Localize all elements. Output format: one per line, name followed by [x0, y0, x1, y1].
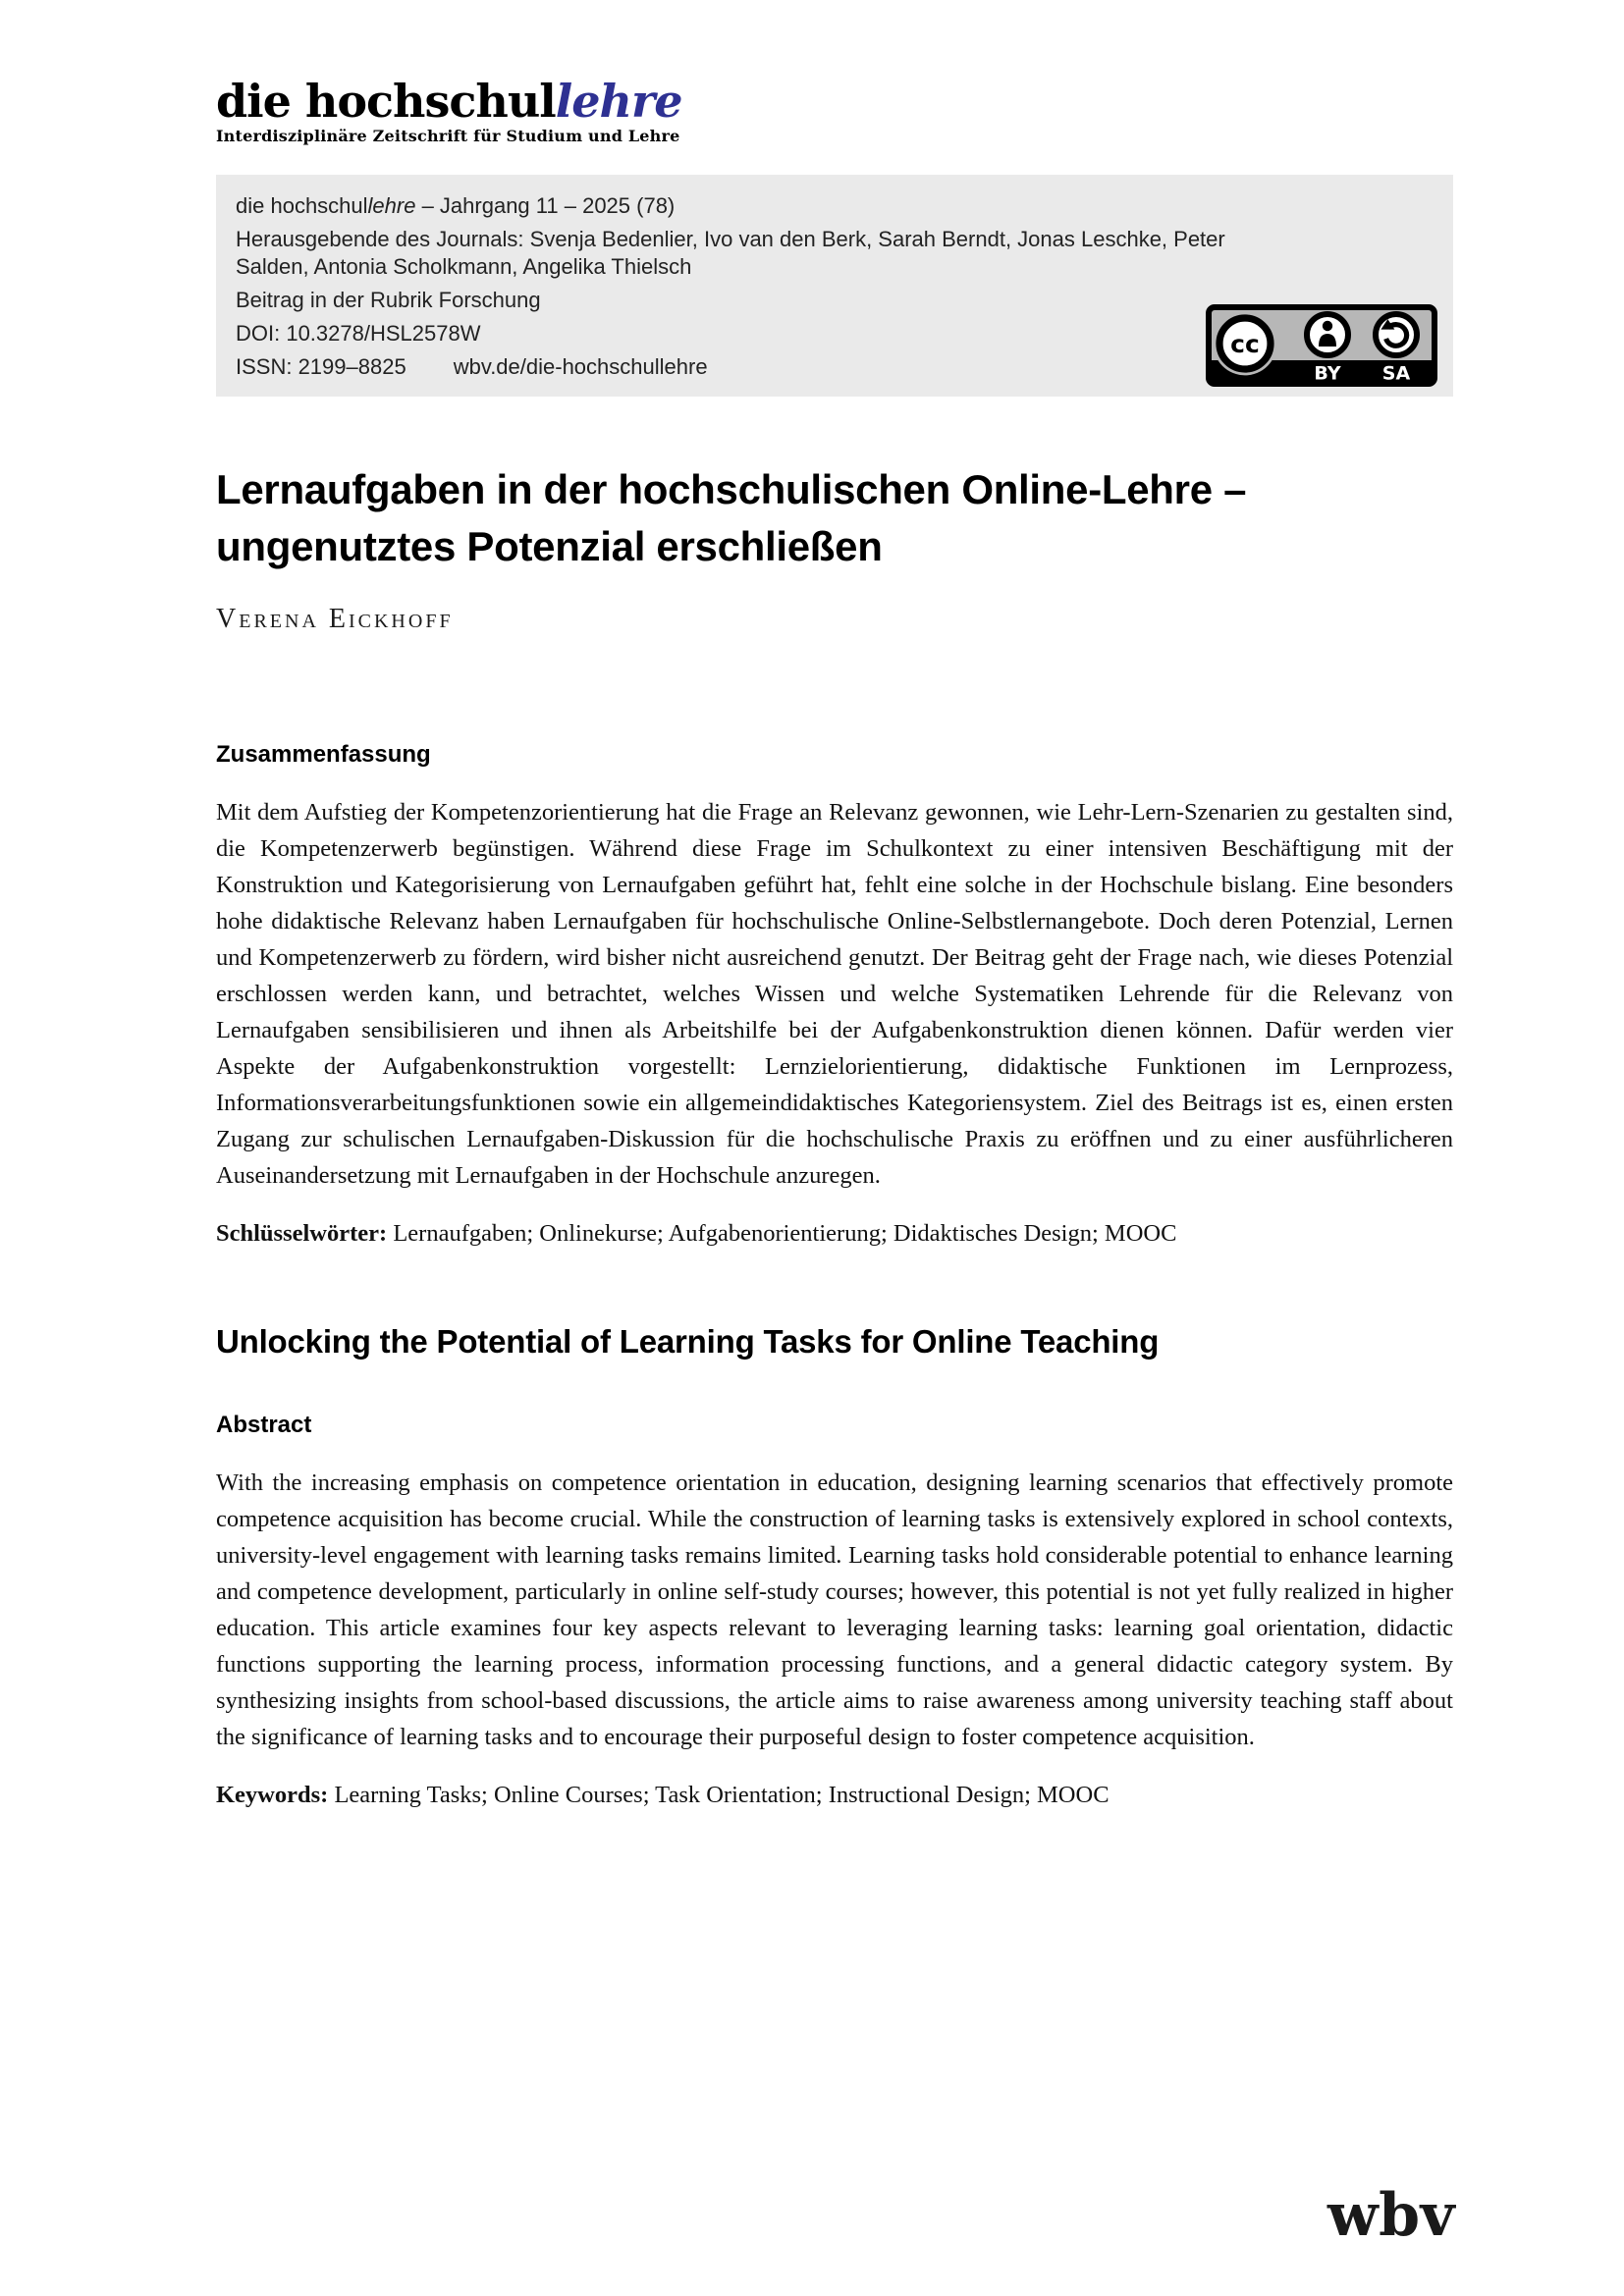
keywords-en-list: Learning Tasks; Online Courses; Task Orientation; Instructional Design; MOOC [328, 1782, 1110, 1809]
journal-logo-accent: lehre [555, 75, 682, 128]
abstract-de-heading: Zusammenfassung [216, 741, 431, 769]
article-author: Verena Eickhoff [216, 604, 454, 635]
journal-tagline: Interdisziplinäre Zeitschrift für Studium und Lehre [216, 127, 680, 145]
article-title-line1: Lernaufgaben in der hochschulischen Online-Lehre – [216, 466, 1247, 512]
journal-logo-main: die hochschul [216, 75, 556, 128]
rubric-line: Beitrag in der Rubrik Forschung [236, 288, 541, 312]
cc-by-label: BY [1314, 362, 1341, 385]
issue-journal-name-accent: lehre [367, 193, 416, 218]
article-title-english: Unlocking the Potential of Learning Tasks for Online Teaching [216, 1323, 1160, 1361]
abstract-en-text: With the increasing emphasis on competence orientation in education, designing learning scenarios that effectively promote competence acquisition has become crucial. While the construction of learning tasks is extensively explored in school contexts, university-level engagement with learning tasks remains limited. Learning tasks hold considerable potential to enhance learning and competence development, particularly in online self-study courses; however, this potential is not yet fully realized in higher education. This article examines four key aspects relevant to leveraging learning tasks: learning goal orientation, didactic functions supporting the learning process, information processing functions, and a general didactic category system. By synthesizing insights from school-based discussions, the article aims to raise awareness among university teaching staff about the significance of learning tasks and to encourage their purposeful design to foster competence acquisition. [216, 1469, 1453, 1751]
journal-logo [216, 0, 1453, 145]
keywords-de-line [216, 1217, 1453, 1251]
journal-logo-wordmark [216, 75, 1453, 128]
issn-value: ISSN: 2199–8825 [236, 354, 406, 379]
abstract-en-heading: Abstract [216, 1412, 312, 1439]
cc-by-sa-icon [1206, 304, 1437, 387]
publication-meta-box [216, 175, 1453, 397]
editors-line: Herausgebende des Journals: Svenja Bedenlier, Ivo van den Berk, Sarah Berndt, Jonas Leschke, Peter Salden, Antonia Scholkmann, Angelika Thielsch [236, 227, 1225, 279]
article-title [216, 461, 1453, 574]
article-title-line2: ungenutztes Potenzial erschließen [216, 522, 883, 569]
cc-sa-label: SA [1381, 362, 1411, 385]
svg-text:cc: cc [1230, 330, 1260, 358]
cc-by-sa-license-badge[interactable] [1206, 304, 1437, 387]
journal-website-link[interactable]: wbv.de/die-hochschullehre [453, 354, 708, 379]
wbv-publisher-logo: wbv [1327, 2181, 1455, 2250]
keywords-de-label: Schlüsselwörter: [216, 1220, 388, 1248]
keywords-en-label: Keywords: [216, 1782, 329, 1809]
issue-journal-name: die hochschul [236, 193, 368, 218]
abstract-de-text: Mit dem Aufstieg der Kompetenzorientierung hat die Frage an Relevanz gewonnen, wie Lehr-Lern-Szenarien zu gestalten sind, die Kompetenzerwerb begünstigen. Während diese Frage im Schulkontext zu einer intensiven Beschäftigung mit der Konstruktion und Kategorisierung von Lernaufgaben geführt hat, fehlt eine solche in der Hochschule bislang. Eine besonders hohe didaktische Relevanz haben Lernaufgaben für hochschulische Online-Selbstlernangebote. Doch deren Potenzial, Lernen und Kompetenzerwerb zu fördern, wird bisher nicht ausreichend genutzt. Der Beitrag geht der Frage nach, wie dieses Potenzial erschlossen werden kann, und betrachtet, welches Wissen und welche Systematiken Lehrende für die Relevanz von Lernaufgaben sensibilisieren und ihnen als Arbeitshilfe bei der Aufgabenkonstruktion dienen können. Dafür werden vier Aspekte der Aufgabenkonstruktion vorgestellt: Lernzielorientierung, didaktische Funktionen im Lernprozess, Informationsverarbeitungsfunktionen sowie ein allgemeindidaktisches Kategoriensystem. Ziel des Beitrags ist es, einen ersten Zugang zur schulischen Lernaufgaben-Diskussion für die hochschulische Praxis zu eröffnen und zu einer ausführlicheren Auseinandersetzung mit Lernaufgaben in der Hochschule anzuregen. [216, 799, 1453, 1190]
keywords-de-list: Lernaufgaben; Onlinekurse; Aufgabenorientierung; Didaktisches Design; MOOC [387, 1220, 1177, 1248]
issue-line [236, 192, 1434, 220]
doi-line: DOI: 10.3278/HSL2578W [236, 321, 481, 346]
issue-volume-info: – Jahrgang 11 – 2025 (78) [415, 193, 676, 218]
keywords-en-line [216, 1779, 1453, 1812]
